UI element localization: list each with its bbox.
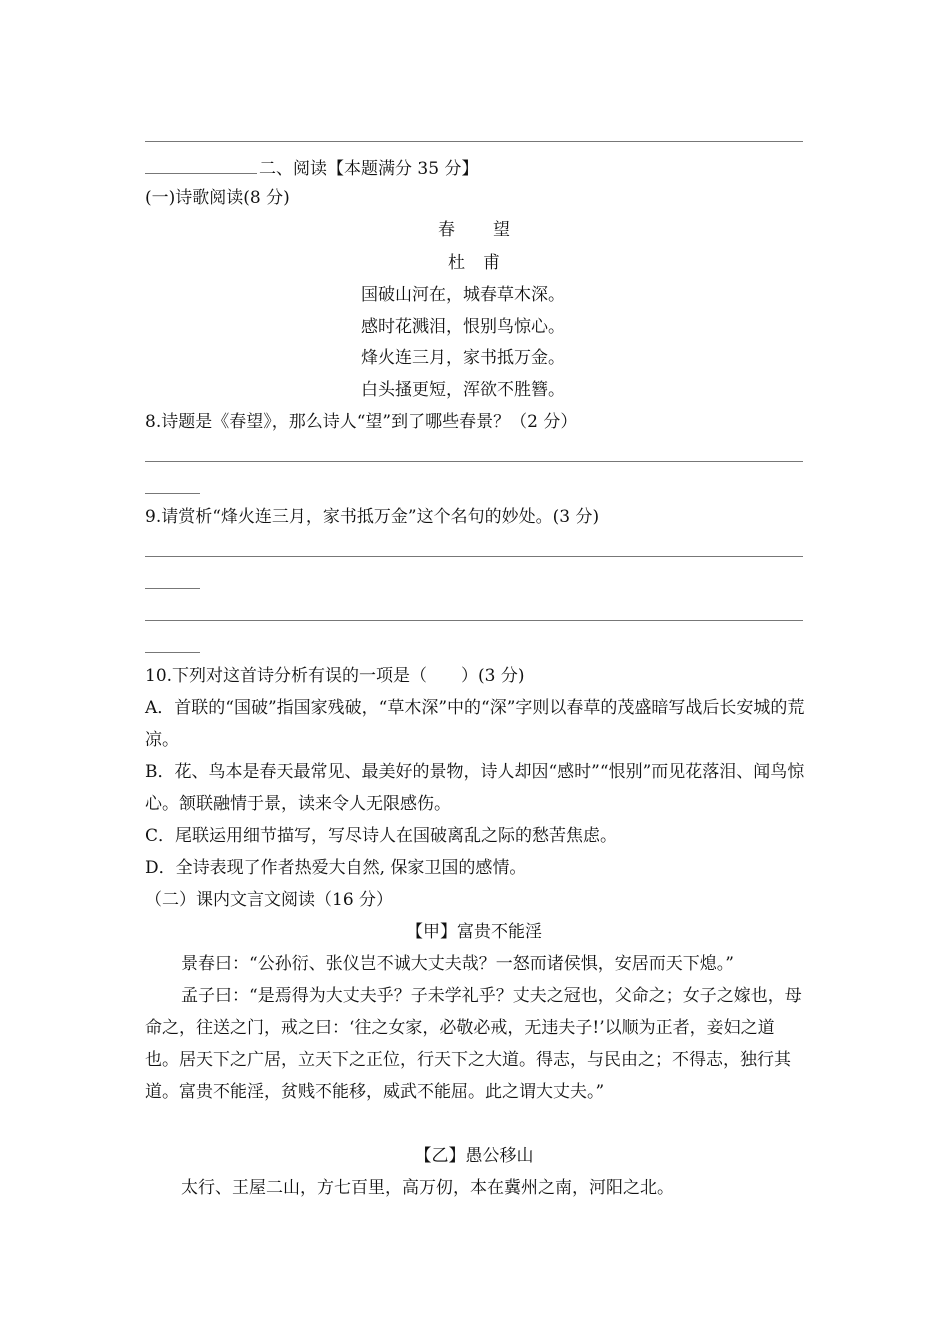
section-header: 二、阅读【本题满分 35 分】 (145, 155, 478, 181)
poem-line: 感时花溅泪，恨别鸟惊心。 (361, 317, 565, 337)
text-b-paragraph: 太行、王屋二山，方七百里，高万仞，本在冀州之南，河阳之北。 (181, 1178, 674, 1198)
option-c: C．尾联运用细节描写，写尽诗人在国破离乱之际的愁苦焦虑。 (145, 826, 618, 846)
answer-rule (145, 493, 200, 494)
poem-line: 白头搔更短，浑欲不胜簪。 (361, 380, 565, 400)
answer-rule (145, 620, 803, 621)
answer-rule (145, 652, 200, 653)
answer-rule (145, 556, 803, 557)
text-a-paragraph: 孟子曰：“是焉得为大丈夫乎？子未学礼乎？丈夫之冠也，父命之；女子之嫁也，母命之，往送之门，戒之曰：‘往之女家，必敬必戒，无违夫子!’以顺为正者，妾妇之道也。居天下之广居，立天下之正位，行天下之大道。得志，与民由之；不得志，独行其道。富贵不能淫，贫贱不能移，威武不能屈。此之谓大丈夫。” (145, 986, 802, 1102)
poem-title: 春望 (438, 220, 548, 240)
poetry-heading: (一)诗歌阅读(8 分) (145, 188, 290, 208)
text-a-paragraph: 景春曰：“公孙衍、张仪岂不诚大丈夫哉？一怒而诸侯惧，安居而天下熄。” (181, 954, 734, 974)
answer-rule (145, 588, 200, 589)
classical-heading: （二）课内文言文阅读（16 分） (145, 890, 394, 910)
answer-rule (145, 461, 803, 462)
poem-line: 烽火连三月，家书抵万金。 (361, 348, 565, 368)
option-a: A．首联的“国破”指国家残破，“草木深”中的“深”字则以春草的茂盛暗写战后长安城的荒凉。 (145, 698, 805, 750)
answer-blank (145, 155, 257, 174)
text-a-title: 【甲】富贵不能淫 (406, 922, 542, 942)
poem-author: 杜甫 (448, 253, 518, 273)
question-10: 10.下列对这首诗分析有误的一项是（ ）(3 分) (145, 666, 525, 686)
answer-rule (145, 141, 803, 142)
text-b-title: 【乙】愚公移山 (414, 1146, 534, 1166)
question-9: 9.请赏析“烽火连三月，家书抵万金”这个名句的妙处。(3 分) (145, 507, 600, 527)
question-8: 8.诗题是《春望》，那么诗人“望”到了哪些春景？（2 分） (145, 412, 578, 432)
poem-line: 国破山河在，城春草木深。 (361, 285, 565, 305)
option-b: B．花、鸟本是春天最常见、最美好的景物，诗人却因“感时”“恨别”而见花落泪、闻鸟惊心。颔联融情于景，读来令人无限感伤。 (145, 762, 805, 814)
option-d: D．全诗表现了作者热爱大自然, 保家卫国的感情。 (145, 858, 527, 878)
